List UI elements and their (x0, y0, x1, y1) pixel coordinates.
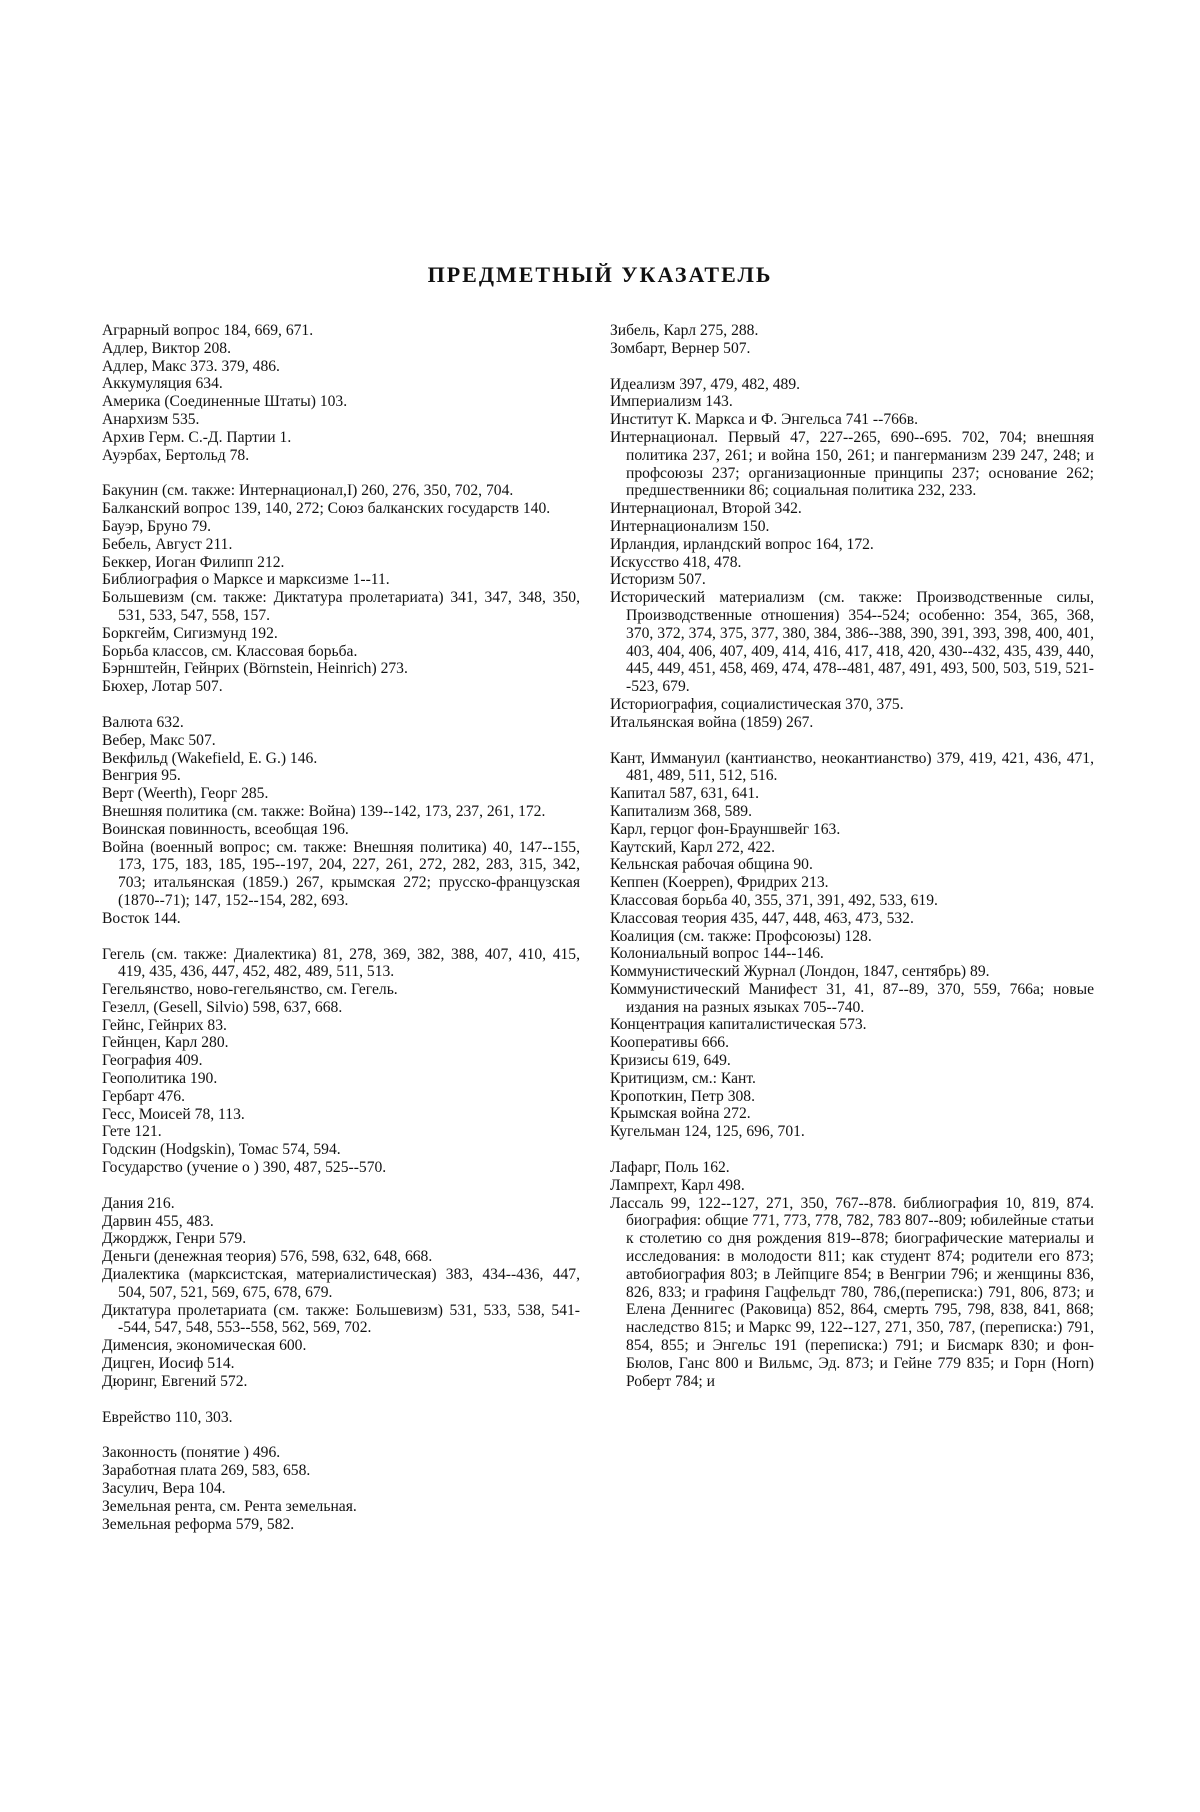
index-entry: Земельная реформа 579, 582. (102, 1515, 295, 1533)
index-entry: Каутский, Карл 272, 422. (610, 838, 775, 856)
index-entry: Восток 144. (102, 909, 181, 927)
index-entry: Диалектика (марксистская, материалистическая) 383, 434--436, 447, 504, 507, 521, 569, 675, 678, 679. (102, 1266, 580, 1301)
section-gap (102, 1177, 580, 1195)
index-entry: Историография, социалистическая 370, 375. (610, 695, 904, 713)
index-entry: Земельная рента, см. Рента земельная. (102, 1497, 357, 1515)
index-entry: Верт (Weerth), Георг 285. (102, 785, 269, 803)
index-entry: Кризисы 619, 649. (610, 1052, 731, 1070)
index-entry: Векфильд (Wakefield, E. G.) 146. (102, 749, 318, 767)
index-entry: Кропоткин, Петр 308. (610, 1087, 755, 1105)
index-entry: Америка (Соединенные Штаты) 103. (102, 393, 348, 411)
index-entry: Аграрный вопрос 184, 669, 671. (102, 322, 314, 339)
index-entry: Война (военный вопрос; см. также: Внешняя политика) 40, 147--155, 173, 175, 183, 185, 195--197, 204, 227, 261, 272, 282, 283, 315, 342, 703; итальянская (1859.) 267, крымская 272; прусско-французская (1870--71); 147, 152--154, 282, 693. (102, 838, 580, 909)
index-entry: Гейнс, Гейнрих 83. (102, 1016, 227, 1034)
index-entry: Воинская повинность, всеобщая 196. (102, 820, 349, 838)
page-title: ПРЕДМЕТНЫЙ УКАЗАТЕЛЬ (427, 262, 773, 287)
index-entry: Диктатура пролетариата (см. также: Большевизм) 531, 533, 538, 541--544, 547, 548, 553--558, 562, 569, 702. (102, 1301, 580, 1337)
index-entry: Классовая борьба 40, 355, 371, 391, 492, 533, 619. (610, 891, 938, 909)
index-entry: Гегель (см. также: Диалектика) 81, 278, 369, 382, 388, 407, 410, 415, 419, 435, 436, 447, 452, 482, 489, 511, 513. (102, 945, 580, 981)
index-entry: Боркгейм, Сигизмунд 192. (102, 624, 278, 642)
index-entry: Ауэрбах, Бертольд 78. (102, 446, 250, 464)
index-entry: Кант, Иммануил (кантианство, неокантианство) 379, 419, 421, 436, 471, 481, 489, 511, 512, 516. (610, 749, 1094, 785)
index-entry: Геополитика 190. (102, 1070, 218, 1088)
section-gap (102, 1426, 580, 1444)
index-entry: Адлер, Макс 373. 379, 486. (102, 357, 280, 375)
index-entry: Историзм 507. (610, 571, 706, 589)
index-entry: Империализм 143. (610, 393, 733, 411)
index-entry: Адлер, Виктор 208. (102, 339, 231, 357)
index-entry: Критицизм, см.: Кант. (610, 1069, 756, 1087)
section-gap (102, 1391, 580, 1409)
index-entry: Интернационал, Второй 342. (610, 500, 802, 518)
index-entry: Венгрия 95. (102, 767, 181, 785)
index-column-right (610, 322, 1094, 1390)
index-entry: Балканский вопрос 139, 140, 272; Союз балканских государств 140. (102, 500, 551, 518)
index-entry: Аккумуляция 634. (102, 375, 223, 393)
index-entry: Борьба классов, см. Классовая борьба. (102, 642, 358, 660)
section-gap (610, 732, 1094, 750)
index-entry: Засулич, Вера 104. (102, 1480, 226, 1498)
index-entry: Концентрация капиталистическая 573. (610, 1016, 867, 1034)
index-entry: Архив Герм. С.-Д. Партии 1. (102, 428, 292, 446)
index-entry: Классовая теория 435, 447, 448, 463, 473, 532. (610, 909, 914, 927)
index-entry: Идеализм 397, 479, 482, 489. (610, 375, 801, 393)
index-entry: Ирландия, ирландский вопрос 164, 172. (610, 535, 874, 553)
index-entry: Капитализм 368, 589. (610, 802, 752, 820)
index-entry: Зомбарт, Вернер 507. (610, 339, 751, 357)
index-entry: Интернационал. Первый 47, 227--265, 690--695. 702, 704; внешняя политика 237, 261; и война 150, 261; и пангерманизм 239 247, 248; и профсоюзы 237; организационные принципы 237; основание 262; предшественники 86; социальная политика 232, 233. (610, 428, 1094, 500)
index-entry: Искусство 418, 478. (610, 553, 742, 571)
index-entry: Коалиция (см. также: Профсоюзы) 128. (610, 927, 872, 945)
index-entry: Кельнская рабочая община 90. (610, 856, 813, 874)
index-entry: Джорджж, Генри 579. (102, 1230, 247, 1248)
index-entry: Институт К. Маркса и Ф. Энгельса 741 --766в. (610, 411, 918, 429)
index-entry: Анархизм 535. (102, 410, 200, 428)
index-entry: Кеппен (Koeppen), Фридрих 213. (610, 874, 829, 892)
section-gap (610, 1141, 1094, 1159)
index-entry: Внешняя политика (см. также: Война) 139--142, 173, 237, 261, 172. (102, 802, 546, 820)
index-entry: Гесс, Моисей 78, 113. (102, 1105, 245, 1123)
index-entry: Дименсия, экономическая 600. (102, 1337, 307, 1355)
index-entry: Бебель, Август 211. (102, 535, 233, 553)
index-entry: Деньги (денежная теория) 576, 598, 632, 648, 668. (102, 1248, 433, 1266)
index-entry: Крымская война 272. (610, 1105, 751, 1123)
index-entry: Гербарт 476. (102, 1087, 185, 1105)
index-entry: Гейнцен, Карл 280. (102, 1034, 229, 1052)
index-entry: Коммунистический Журнал (Лондон, 1847, сентябрь) 89. (610, 963, 990, 981)
index-entry: Бакунин (см. также: Интернационал,I) 260, 276, 350, 702, 704. (102, 482, 514, 500)
index-entry: Коммунистический Манифест 31, 41, 87--89, 370, 559, 766а; новые издания на разных языках 705--740. (610, 980, 1094, 1016)
index-entry: Дания 216. (102, 1194, 175, 1212)
index-entry: Кооперативы 666. (610, 1034, 729, 1052)
section-gap (102, 464, 580, 482)
index-entry: Бэрнштейн, Гейнрих (Börnstein, Heinrich) 273. (102, 660, 408, 678)
index-entry: Карл, герцог фон-Брауншвейг 163. (610, 820, 841, 838)
index-entry: Исторический материализм (см. также: Производственные силы, Производственные отношения) 354--524; особенно: 354, 365, 368, 370, 372, 374, 375, 377, 380, 384, 386--388, 390, 391, 393, 398, 400, 401, 403, 404, 406, 407, 409, 414, 416, 417, 418, 420, 430--432, 435, 439, 440, 445, 449, 451, 458, 469, 474, 478--481, 487, 491, 493, 500, 503, 519, 521--523, 679. (610, 589, 1094, 696)
index-entry: Итальянская война (1859) 267. (610, 713, 814, 731)
index-entry: Капитал 587, 631, 641. (610, 785, 760, 803)
index-entry: Годскин (Hodgskin), Томас 574, 594. (102, 1141, 341, 1159)
index-entry: Интернационализм 150. (610, 517, 770, 535)
index-entry: Еврейство 110, 303. (102, 1408, 233, 1426)
index-entry: Библиография о Марксе и марксизме 1--11. (102, 571, 390, 589)
index-entry: Государство (учение о ) 390, 487, 525--570. (102, 1159, 387, 1177)
section-gap (610, 358, 1094, 376)
index-entry: Лафарг, Поль 162. (610, 1159, 730, 1177)
index-entry: Зибель, Карл 275, 288. (610, 322, 759, 339)
index-entry: Кугельман 124, 125, 696, 701. (610, 1123, 805, 1141)
index-entry: Дарвин 455, 483. (102, 1212, 214, 1230)
index-entry: Гете 121. (102, 1123, 162, 1141)
index-entry: Заработная плата 269, 583, 658. (102, 1462, 311, 1480)
index-entry: География 409. (102, 1052, 203, 1070)
index-entry: Большевизм (см. также: Диктатура пролетариата) 341, 347, 348, 350, 531, 533, 547, 558, 157. (102, 589, 580, 624)
index-entry: Гегельянство, ново-гегельянство, см. Гегель. (102, 981, 398, 999)
section-gap (102, 928, 580, 946)
index-entry: Колониальный вопрос 144--146. (610, 945, 824, 963)
index-entry: Беккер, Иоган Филипп 212. (102, 553, 285, 571)
section-gap (102, 696, 580, 714)
index-entry: Дицген, Иосиф 514. (102, 1355, 235, 1373)
index-entry: Гезелл, (Gesell, Silvio) 598, 637, 668. (102, 998, 343, 1016)
index-column-left (102, 322, 580, 1533)
index-entry: Дюринг, Евгений 572. (102, 1372, 248, 1390)
index-entry: Вебер, Макс 507. (102, 731, 216, 749)
index-entry: Законность (понятие ) 496. (102, 1444, 281, 1462)
index-entry: Лассаль 99, 122--127, 271, 350, 767--878. библиография 10, 819, 874. биография: общие 771, 773, 778, 782, 783 807--809; юбилейные статьи к столетию со дня рождения 819--878; биографические материалы и исследования: в молодости 811; как студент 874; родители его 873; автобиография 803; в Лейпциге 854; в Венгрии 796; и женщины 836, 826, 833; и графиня Гацфельдт 780, 786,(переписка:) 791, 806, 873; и Елена Деннигес (Раковица) 852, 864, смерть 795, 798, 838, 841, 868; наследство 815; и Маркс 99, 122--127, 271, 350, 787, (переписка:) 791, 854, 855; и Энгельс 191 (переписка:) 791; и Бисмарк 830; и фон-Бюлов, Ганс 800 и Вильмс, Эд. 873; и Гейне 779 835; и Горн (Horn) Роберт 784; и (610, 1194, 1094, 1390)
index-entry: Валюта 632. (102, 713, 184, 731)
index-entry: Лампрехт, Карл 498. (610, 1176, 745, 1194)
index-entry: Бюхер, Лотар 507. (102, 678, 223, 696)
index-entry: Бауэр, Бруно 79. (102, 517, 212, 535)
